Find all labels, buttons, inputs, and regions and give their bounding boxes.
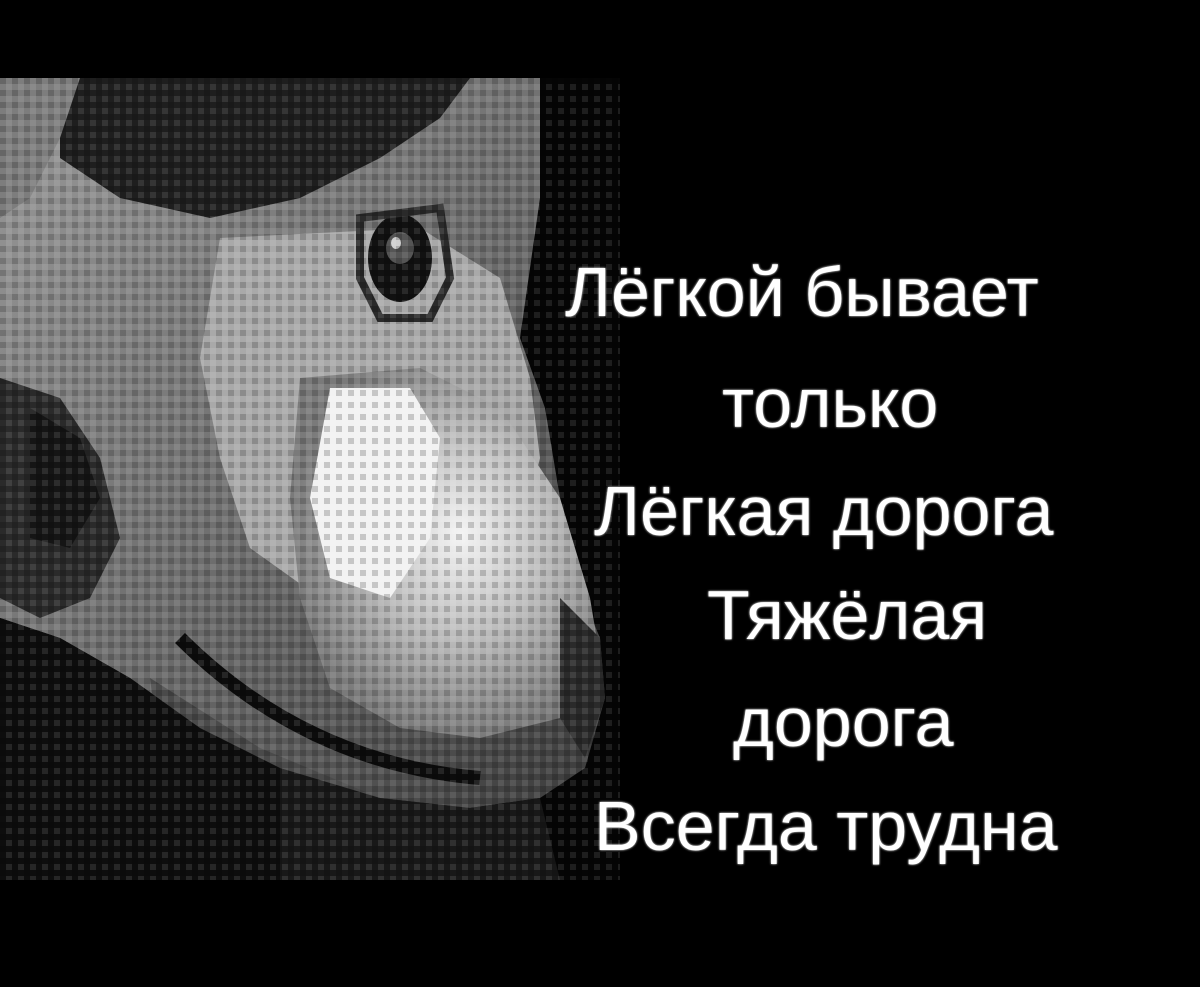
quote-line-2: только: [722, 364, 939, 442]
dog-photo: [0, 78, 620, 880]
dog-illustration: [0, 78, 620, 880]
quote-line-5: дорога: [733, 683, 954, 761]
quote-line-3: Лёгкая дорога: [594, 472, 1054, 550]
quote-line-4: Тяжёлая: [707, 576, 988, 654]
quote-line-1: Лёгкой бывает: [565, 253, 1039, 331]
quote-line-6: Всегда трудна: [594, 787, 1058, 865]
